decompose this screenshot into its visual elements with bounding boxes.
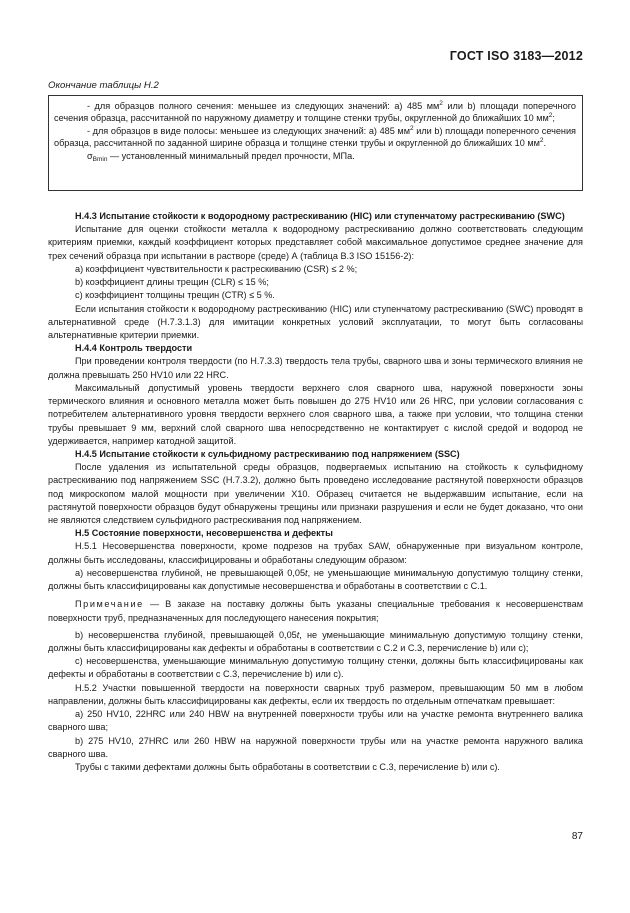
- table-note-strip-section: - для образцов в виде полосы: меньшее из следующих значений: а) 485 $мм^2$ или b) площади поперечного сечения образца, рассчитанной по заданной ширине образца и толщине стенки трубы и округленной до ближайших 10 $мм^2$.: [54, 124, 576, 148]
- paragraph: Трубы с такими дефектами должны быть обработаны в соответствии с С.3, перечисление b) или с).: [75, 761, 500, 772]
- heading-h-4-5: Н.4.5 Испытание стойкости к сульфидному растрескиванию под напряжением (SSC): [75, 448, 460, 459]
- paragraph: Если испытания стойкости к водородному растрескиванию (HIC) или ступенчатому растрескиванию (SWC) проводят в альтернативной среде (Н.7.3.1.3) для имитации конкретных условий эксплуатации, то могут быть согласованы альтернативные критерии приемки.: [48, 303, 583, 340]
- heading-h-5: Н.5 Состояние поверхности, несовершенства и дефекты: [75, 528, 333, 539]
- main-text: [48, 210, 583, 774]
- paragraph: Испытание для оценки стойкости металла к водородному растрескиванию должно соответствовать следующим критериям приемки, каждый коэффициент которых представляет собой максимальное допустимое среднее значение для трех сечений образца при испытании в растворе (среде) А (таблица В.3 ISO 15156-2):: [48, 224, 583, 261]
- paragraph: После удаления из испытательной среды образцов, подвергаемых испытанию на стойкость к сульфидному растрескиванию под напряжением SSC (Н.7.3.2), должно быть проведено исследование растянутой поверхности образцов под микроскопом малой мощности при увеличении Х10. Образец считается не выдержавшим испытание, если на растянутой поверхности образцов будут обнаружены трещины или признаки разрушения и если не будет доказано, что они не являются следствием сульфидного растрескивания под напряжением.: [48, 462, 583, 526]
- table-caption: Окончание таблицы Н.2: [48, 80, 159, 91]
- list-item: а) коэффициент чувствительности к растрескиванию (CSR) ≤ 2 %;: [75, 263, 358, 274]
- document-code: ГОСТ ISO 3183—2012: [449, 49, 583, 63]
- heading-h-4-3: Н.4.3 Испытание стойкости к водородному растрескиванию (HIC) или ступенчатому растрескиванию (SWC): [75, 211, 565, 221]
- heading-h-4-4: Н.4.4 Контроль твердости: [75, 343, 193, 354]
- list-item: b) коэффициент длины трещин (CLR) ≤ 15 %;: [75, 277, 269, 288]
- list-item: с) несовершенства, уменьшающие минимальную допустимую толщину стенки, должны быть классифицированы как дефекты и обработаны в соответствии с С.3, перечисление b) или с).: [48, 656, 583, 680]
- sigma-symbol: σ: [87, 151, 93, 162]
- list-item: а) 250 HV10, 22HRC или 240 HBW на внутренней поверхности трубы или на участке ремонта внутреннего валика сварного шва;: [48, 709, 583, 733]
- paragraph: Максимальный допустимый уровень твердости верхнего слоя сварного шва, наружной поверхности зоны термического влияния и основного металла может быть повышен до 275 HV10 или 26 HRC, при условии согласования с потребителем альтернативного уровня твердости верхнего слоя сварного шва, а также при условии, что толщина стенки трубы превышает 9 мм, верхний слой сварного шва непосредственно не контактирует с кислой средой и водород не удерживается, например катодной защитой.: [48, 382, 583, 446]
- sigma-definition: $\sigma_{Bmin}$ — установленный минимальный предел прочности, МПа.: [87, 151, 355, 164]
- list-item: с) коэффициент толщины трещин (CTR) ≤ 5 %.: [75, 290, 275, 301]
- page-number: 87: [571, 831, 583, 842]
- list-item: b) 275 HV10, 27HRC или 260 HBW на наружной поверхности трубы или на участке ремонта наружного валика сварного шва.: [48, 735, 583, 759]
- table-note-full-section: - для образцов полного сечения: меньшее из следующих значений: а) 485 $мм^2$ или b) площади поперечного сечения образца, рассчитанной по наружному диаметру и толщине стенки трубы, округленной до ближайших 10 $мм^2$;: [54, 100, 576, 124]
- list-item: b) несовершенства глубиной, превышающей 0,05t, не уменьшающие минимальную допустимую толщину стенки, должны быть классифицированы как дефекты и обработаны в соответствии с С.2 и С.3, перечисление b) или с);: [48, 629, 583, 653]
- table-continuation: [48, 95, 583, 191]
- note-label: Примечание: [75, 599, 144, 610]
- list-item: а) несовершенства глубиной, не превышающей 0,05t, не уменьшающие минимальную допустимую толщину стенки, должны быть классифицированы как допустимые несовершенства и обработаны в соответствии с С.1.: [48, 567, 583, 592]
- note: Примечание — В заказе на поставку должны быть указаны специальные требования к несовершенствам поверхности труб, предназначенных для последующего нанесения покрытия;: [48, 599, 583, 623]
- paragraph: Н.5.1 Несовершенства поверхности, кроме подрезов на трубах SAW, обнаруженные при визуальном контроле, должны быть исследованы, классифицированы и обработаны следующим образом:: [48, 541, 583, 565]
- paragraph: Н.5.2 Участки повышенной твердости на поверхности сварных труб размером, превышающим 50 мм в любом направлении, должны быть классифицированы как дефекты, если их твердость по отдельным отпечаткам превышает:: [48, 682, 583, 706]
- paragraph: При проведении контроля твердости (по Н.7.3.3) твердость тела трубы, сварного шва и зоны термического влияния не должна превышать 250 HV10 или 22 HRC.: [48, 356, 583, 380]
